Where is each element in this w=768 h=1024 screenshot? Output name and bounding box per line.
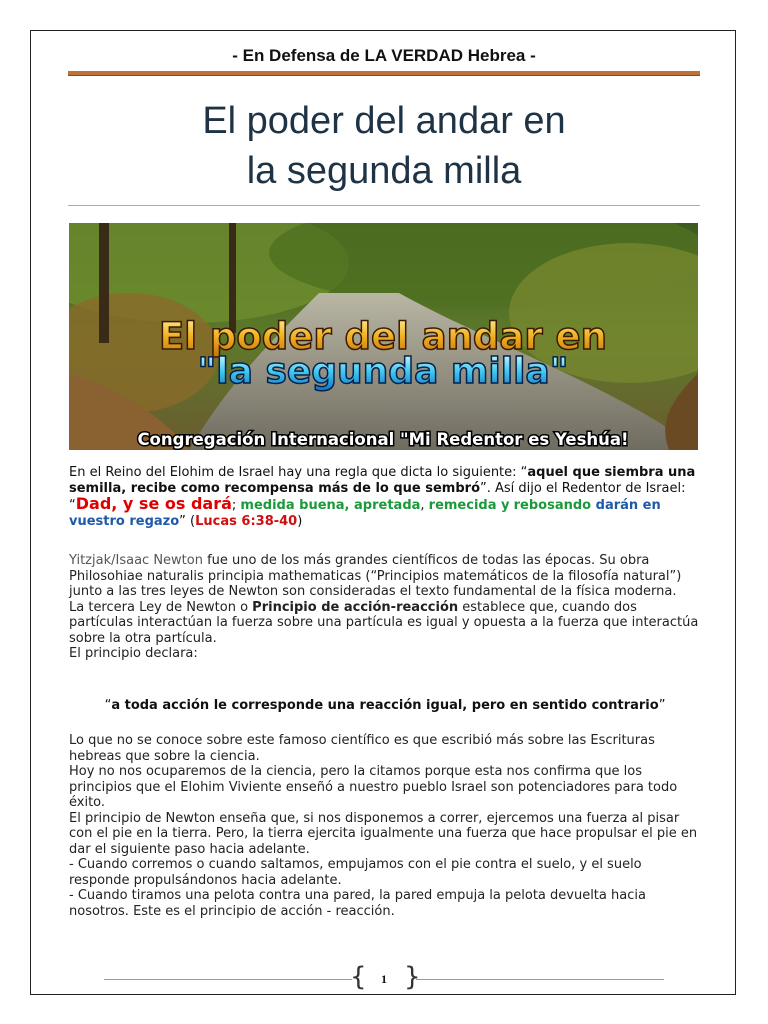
newton-scriptures: Lo que no se conoce sobre este famoso científico es que escribió más sobre las Escrituras hebreas que sobre la ciencia. <box>69 733 655 764</box>
ball-example: - Cuando tiramos una pelota contra una pared, la pared empuja la pelota devuelta hacia nosotros. Este es el principio de acción - reacción. <box>69 888 646 919</box>
footer-rule-left <box>104 979 352 980</box>
paragraph-principles <box>69 733 701 919</box>
banner-headline-1: El poder del andar en <box>159 315 607 358</box>
footer-brace-left: { <box>350 962 367 992</box>
header-rule <box>68 71 700 76</box>
newton-quote: “a toda acción le corresponde una reacción igual, pero en sentido contrario” <box>104 698 666 713</box>
page-number: 1 <box>381 972 387 986</box>
banner-caption: Congregación Internacional "Mi Redentor es Yeshúa! <box>137 430 629 449</box>
banner-headline-2: "la segunda milla" <box>197 351 569 392</box>
title-rule <box>68 205 700 206</box>
footer-rule-right <box>416 979 664 980</box>
science-confirms: Hoy no nos ocuparemos de la ciencia, pero la citamos porque esta nos confirma que los principios que el Elohim Viviente enseñó a nuestro pueblo Israel son potenciadores para todo éxito. <box>69 764 678 810</box>
document-title <box>68 96 700 196</box>
title-line-1: El poder del andar en <box>202 100 566 142</box>
paragraph-newton <box>69 553 701 662</box>
newton-intro: Yitzjak/Isaac Newton fue uno de los más grandes científicos de todas las épocas. Su obra Philosohiae naturalis principia mathematicas (“Principios matemáticos de la filosofía natural”) junto a las tres leyes de Newton son consideradas el texto fundamental de la física moderna. <box>69 553 682 599</box>
jumping-example: - Cuando corremos o cuando saltamos, empujamos con el pie contra el suelo, y el suelo responde propulsándonos hacia adelante. <box>69 857 642 888</box>
footer-brace-right: } <box>404 962 421 992</box>
paragraph-intro: En el Reino del Elohim de Israel hay una regla que dicta lo siguiente: “aquel que siembra una semilla, recibe como recompensa más de lo que sembró”. Así dijo el Redentor de Israel: “Dad, y se os dará; medida buena, apretada, remecida y rebosando darán en vuestro regazo” (Lucas 6:38-40) <box>69 465 696 529</box>
banner-image <box>69 223 698 450</box>
running-header: - En Defensa de LA VERDAD Hebrea - <box>232 46 536 65</box>
principle-declares: El principio declara: <box>69 646 198 661</box>
title-line-2: la segunda milla <box>246 150 522 192</box>
running-example: El principio de Newton enseña que, si nos disponemos a correr, ejercemos una fuerza al pisar con el pie en la tierra. Pero, la tierra ejercita igualmente una fuerza que hace propulsar el pie en dar el siguiente paso hacia adelante. <box>69 810 698 857</box>
third-law: La tercera Ley de Newton o Principio de acción-reacción establece que, cuando dos partículas interactúan la fuerza sobre una partícula es igual y opuesta a la fuerza que interactúa sobre la otra partícula. <box>69 599 699 646</box>
forest-path-illustration <box>69 223 698 450</box>
